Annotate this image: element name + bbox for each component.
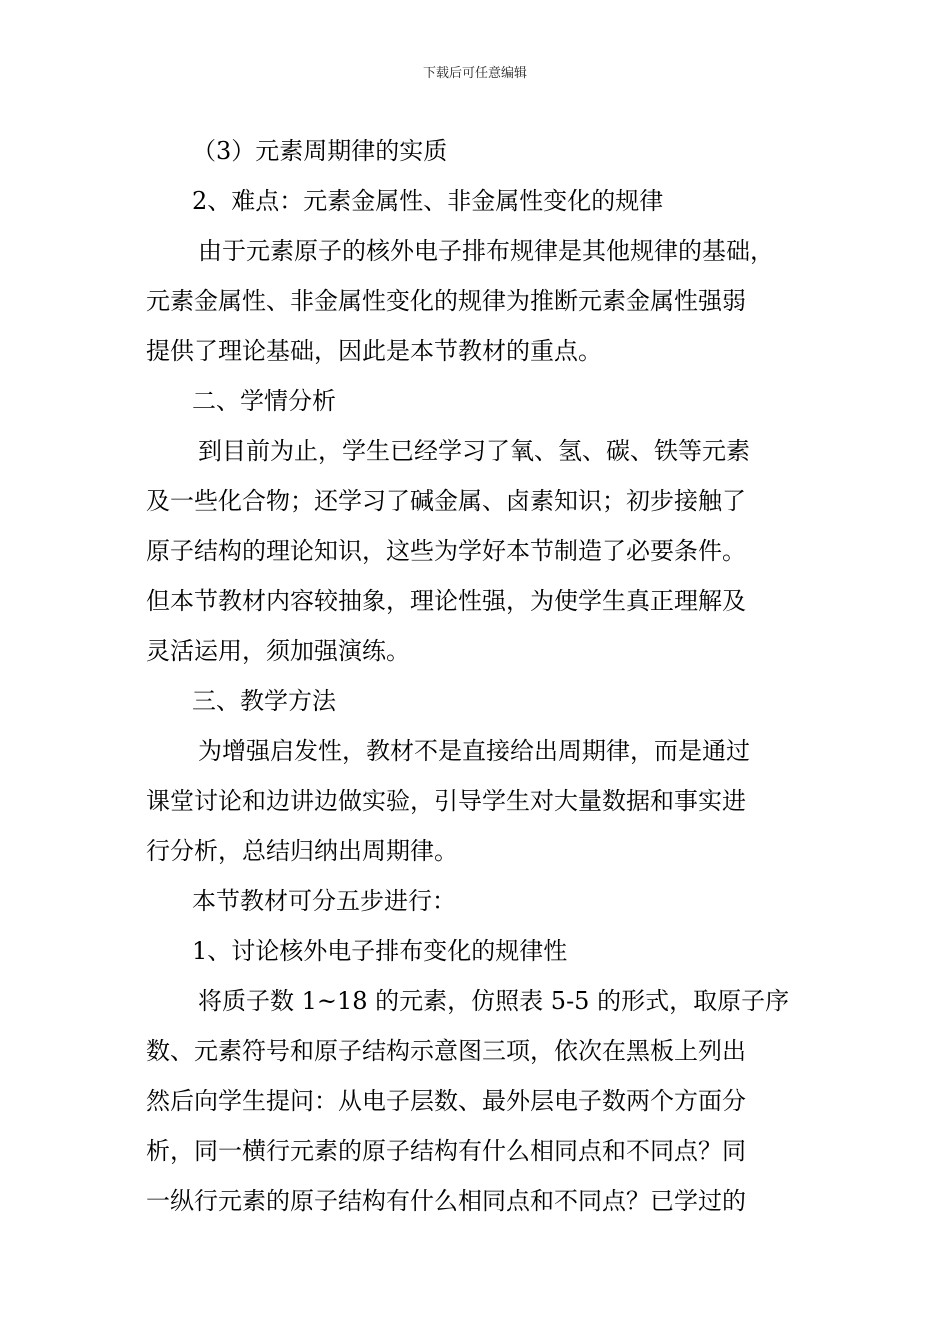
paragraph-line: 析，同一横行元素的原子结构有什么相同点和不同点？同 [146,1137,746,1165]
paragraph-line: 到目前为止，学生已经学习了氧、氢、碳、铁等元素 [198,437,750,465]
section-heading-teaching-method: 三、教学方法 [192,687,336,715]
paragraph-line: 然后向学生提问：从电子层数、最外层电子数两个方面分 [146,1087,746,1115]
paragraph-line: 数、元素符号和原子结构示意图三项，依次在黑板上列出 [146,1037,746,1065]
heading-essence: （3）元素周期律的实质 [192,137,448,165]
subheading-step-1: 1、讨论核外电子排布变化的规律性 [192,937,568,965]
paragraph-line: 本节教材可分五步进行： [192,887,456,915]
paragraph-line: 行分析，总结归纳出周期律。 [146,837,458,865]
document-body [146,126,826,1226]
paragraph-line: 将质子数 1~18 的元素，仿照表 5-5 的形式，取原子序 [198,987,790,1015]
paragraph-line: 为增强启发性，教材不是直接给出周期律，而是通过 [198,737,750,765]
heading-difficulty: 2、难点：元素金属性、非金属性变化的规律 [192,187,664,215]
paragraph-line: 一纵行元素的原子结构有什么相同点和不同点？已学过的 [146,1187,746,1215]
paragraph-line: 但本节教材内容较抽象，理论性强，为使学生真正理解及 [146,587,746,615]
section-heading-learning-analysis: 二、学情分析 [192,387,336,415]
paragraph-line: 灵活运用，须加强演练。 [146,637,410,665]
page-header: 下载后可任意编辑 [422,66,527,81]
paragraph-line: 原子结构的理论知识，这些为学好本节制造了必要条件。 [146,537,746,565]
paragraph-line: 由于元素原子的核外电子排布规律是其他规律的基础， [198,237,774,265]
paragraph-line: 及一些化合物；还学习了碱金属、卤素知识；初步接触了 [146,487,746,515]
paragraph-line: 元素金属性、非金属性变化的规律为推断元素金属性强弱 [146,287,746,315]
paragraph-line: 提供了理论基础，因此是本节教材的重点。 [146,337,602,365]
paragraph-line: 课堂讨论和边讲边做实验，引导学生对大量数据和事实进 [146,787,746,815]
